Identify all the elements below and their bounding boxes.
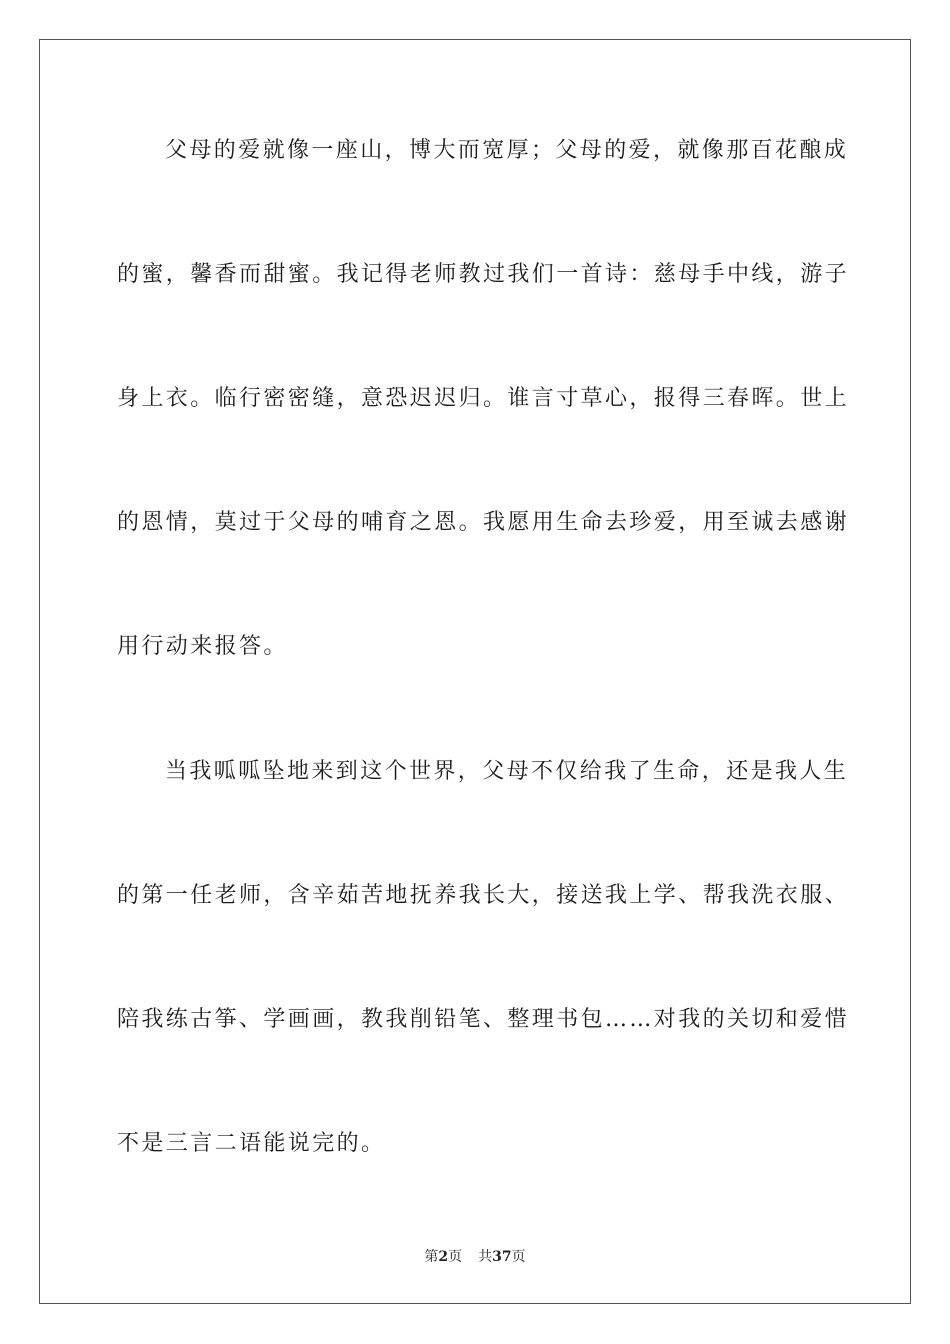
paragraph-line: 身上衣。临行密密缝，意恐迟迟归。谁言寸草心，报得三春晖。世上 xyxy=(117,386,850,411)
paragraph-line: 父母的爱就像一座山，博大而宽厚；父母的爱，就像那百花酿成 xyxy=(165,138,849,163)
paragraph-line: 的第一任老师，含辛茹苦地抚养我长大，接送我上学、帮我洗衣服、 xyxy=(117,883,850,908)
total-pages: 37 xyxy=(492,1249,512,1265)
page-indicator xyxy=(424,1249,462,1265)
paragraph-line: 的恩情，莫过于父母的哺育之恩。我愿用生命去珍爱，用至诚去感谢 xyxy=(117,510,850,535)
page-number: 2 xyxy=(438,1249,449,1265)
paragraph-line: 用行动来报答。 xyxy=(117,634,288,659)
total-pages-indicator xyxy=(478,1249,525,1265)
paragraph-line: 的蜜，馨香而甜蜜。我记得老师教过我们一首诗：慈母手中线，游子 xyxy=(117,262,850,287)
paragraph-line: 陪我练古筝、学画画，教我削铅笔、整理书包……对我的关切和爱惜 xyxy=(117,1007,850,1032)
paragraph-line: 当我呱呱坠地来到这个世界，父母不仅给我了生命，还是我人生 xyxy=(165,759,849,784)
page-border xyxy=(39,39,911,1304)
page-prefix: 第 xyxy=(424,1249,439,1265)
total-suffix: 页 xyxy=(511,1249,526,1265)
page-footer xyxy=(0,1248,950,1266)
paragraph-line: 不是三言二语能说完的。 xyxy=(117,1131,386,1156)
total-prefix: 共 xyxy=(478,1249,493,1265)
page-suffix: 页 xyxy=(448,1249,463,1265)
